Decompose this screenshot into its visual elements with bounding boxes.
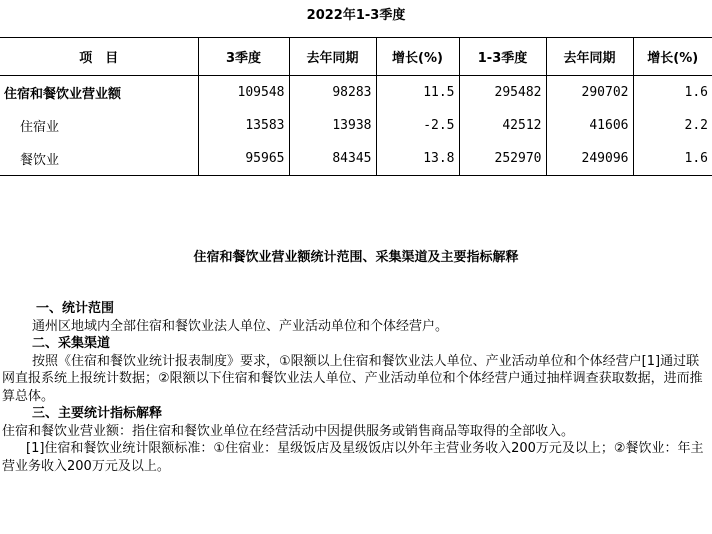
section-heading-scope: 一、统计范围 [36, 301, 115, 316]
column-header-q3-growth: 增长(%) [376, 38, 459, 76]
table-cell: 84345 [289, 142, 376, 176]
row-name: 住宿和餐饮业营业额 [4, 87, 122, 102]
table-row [0, 109, 712, 142]
table-cell: 2.2 [633, 109, 712, 142]
notes-title: 住宿和餐饮业营业额统计范围、采集渠道及主要指标解释 [193, 250, 519, 265]
section-text-scope: 通州区地域内全部住宿和餐饮业法人单位、产业活动单位和个体经营户。 [32, 318, 449, 334]
table-cell: 98283 [289, 76, 376, 110]
table-cell: 13583 [198, 109, 289, 142]
table-cell: 41606 [546, 109, 633, 142]
table-cell: -2.5 [376, 109, 459, 142]
column-header-q3: 3季度 [198, 38, 289, 76]
table-cell: 11.5 [376, 76, 459, 110]
section-text-channels: 按照《住宿和餐饮业统计报表制度》要求，①限额以上住宿和餐饮业法人单位、产业活动单位和个体经营户[1]通过联网直报系统上报统计数据；②限额以下住宿和餐饮业法人单位、产业活动单位和个体经营户通过抽样调查获取数据，进而推算总体。 [2, 353, 703, 404]
notes-body [2, 300, 708, 475]
footnote: [1]住宿和餐饮业统计限额标准：①住宿业：星级饭店及星级饭店以外年主营业务收入200万元及以上；②餐饮业：年主营业务收入200万元及以上。 [2, 441, 704, 474]
row-name: 餐饮业 [0, 142, 198, 176]
table-row [0, 142, 712, 176]
column-header-q1-3: 1-3季度 [459, 38, 546, 76]
column-header-q3-last-year: 去年同期 [289, 38, 376, 76]
table-row [0, 76, 712, 110]
row-name: 住宿业 [20, 120, 60, 135]
table-cell: 1.6 [633, 142, 712, 176]
table-cell: 290702 [546, 76, 633, 110]
table-cell: 1.6 [633, 76, 712, 110]
table-cell: 249096 [546, 142, 633, 176]
table-cell: 109548 [198, 76, 289, 110]
table-cell: 252970 [459, 142, 546, 176]
column-header-item: 项 目 [0, 38, 198, 76]
period-title: 2022年1-3季度 [306, 8, 406, 23]
table-cell: 95965 [198, 142, 289, 176]
table-header-row [0, 38, 712, 76]
section-heading-indicators: 三、主要统计指标解释 [32, 406, 163, 421]
table-cell: 13938 [289, 109, 376, 142]
statistics-table [0, 37, 712, 176]
table-cell: 295482 [459, 76, 546, 110]
section-heading-channels: 二、采集渠道 [32, 336, 111, 351]
column-header-q1-3-growth: 增长(%) [633, 38, 712, 76]
column-header-q1-3-last-year: 去年同期 [546, 38, 633, 76]
section-text-indicators: 住宿和餐饮业营业额：指住宿和餐饮业单位在经营活动中因提供服务或销售商品等取得的全部收入。 [2, 423, 575, 439]
table-cell: 13.8 [376, 142, 459, 176]
table-cell: 42512 [459, 109, 546, 142]
